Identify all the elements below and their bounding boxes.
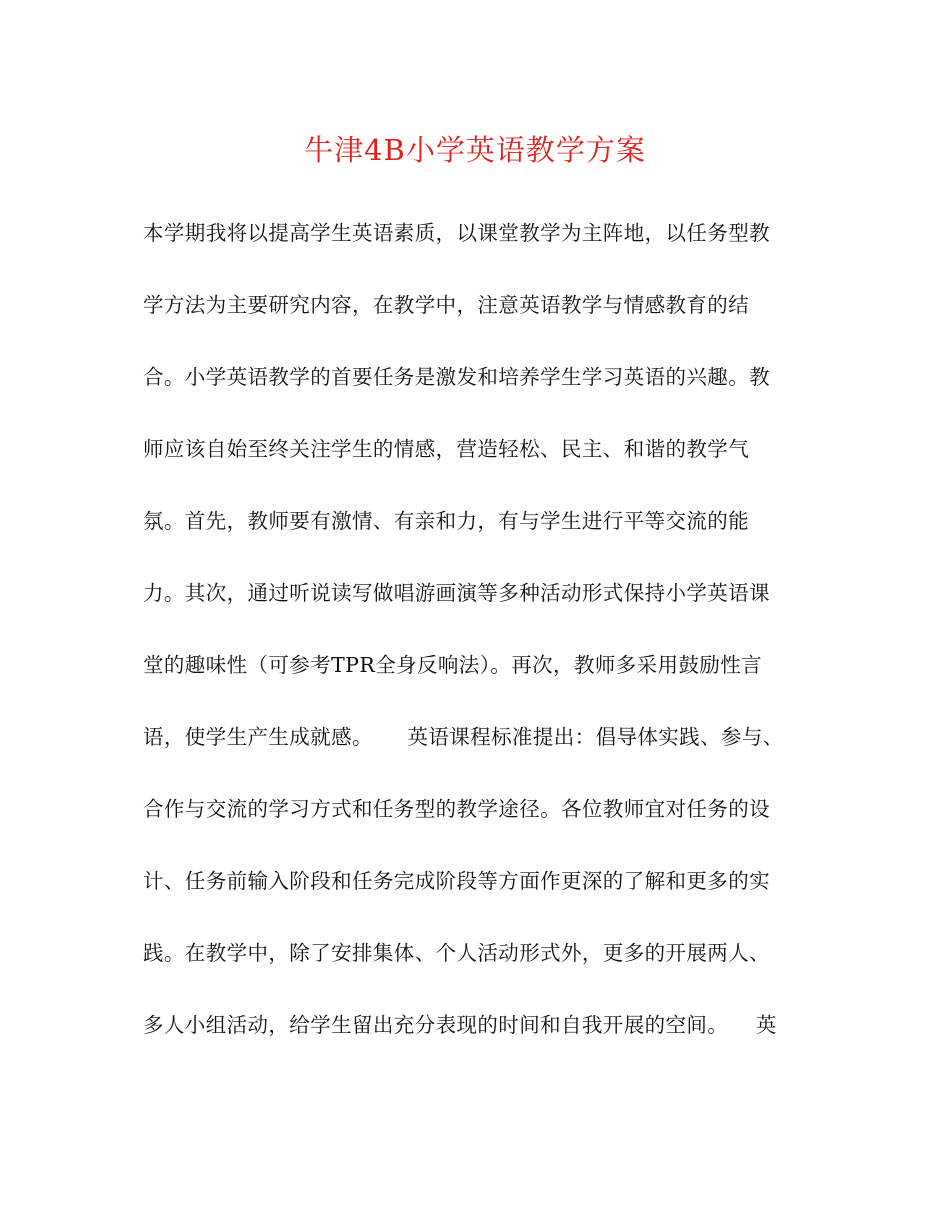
body-text-line: 堂的趣味性（可参考TPR全身反响法）。再次，教师多采用鼓励性言 bbox=[143, 653, 763, 677]
body-text-line: 践。在教学中，除了安排集体、个人活动形式外，更多的开展两人、 bbox=[143, 941, 770, 965]
body-text-line: 师应该自始至终关注学生的情感，营造轻松、民主、和谐的教学气 bbox=[143, 437, 750, 461]
body-text-line: 学方法为主要研究内容，在教学中，注意英语教学与情感教育的结 bbox=[143, 293, 750, 317]
body-text-line: 合。小学英语教学的首要任务是激发和培养学生学习英语的兴趣。教 bbox=[143, 365, 770, 389]
body-text-line: 本学期我将以提高学生英语素质，以课堂教学为主阵地，以任务型教 bbox=[143, 221, 770, 245]
body-text-line: 语，使学生产生成就感。 英语课程标准提出：倡导体实践、参与、 bbox=[143, 725, 784, 749]
body-text-line: 计、任务前输入阶段和任务完成阶段等方面作更深的了解和更多的实 bbox=[143, 869, 770, 893]
body-text-line: 合作与交流的学习方式和任务型的教学途径。各位教师宜对任务的设 bbox=[143, 797, 770, 821]
body-text-line: 多人小组活动，给学生留出充分表现的时间和自我开展的空间。 英 bbox=[143, 1013, 777, 1037]
body-text-line: 力。其次，通过听说读写做唱游画演等多种活动形式保持小学英语课 bbox=[143, 581, 770, 605]
document-title: 牛津4B小学英语教学方案 bbox=[304, 133, 646, 167]
body-text-line: 氛。首先，教师要有激情、有亲和力，有与学生进行平等交流的能 bbox=[143, 509, 750, 533]
